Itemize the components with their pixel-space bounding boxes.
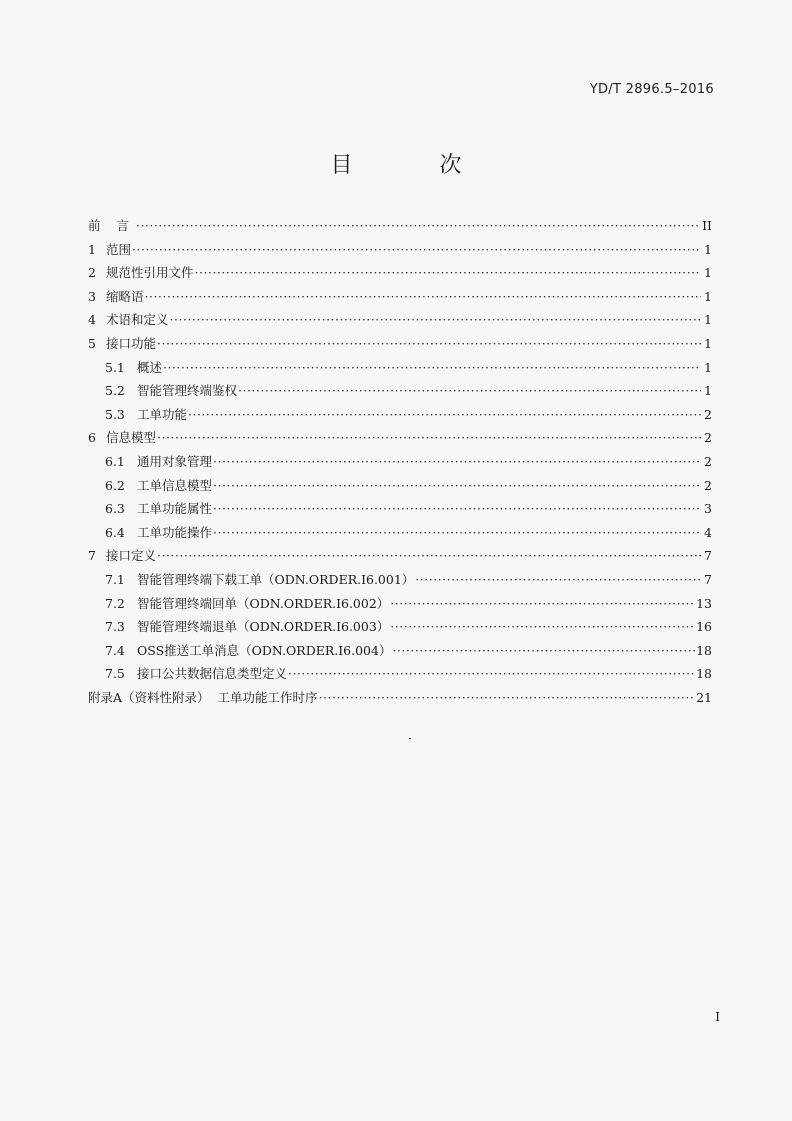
toc-entry-number: 7 [88,548,96,564]
toc-entry-7-2[interactable] [88,592,712,616]
toc-entry-label: 工单功能属性 [137,501,213,517]
toc-entry-5-1[interactable] [88,356,712,380]
toc-entry-label: 接口功能 [106,335,157,351]
toc-entry-page: 2 [704,453,712,469]
toc-entry-foreword[interactable] [88,214,712,238]
toc-entry-label: 接口定义 [106,548,157,564]
toc-entry-number: 7.2 [105,595,125,611]
toc-entry-3[interactable] [88,285,712,309]
toc-entry-label: 智能管理终端鉴权 [137,383,238,399]
toc-entry-page: 18 [696,666,712,682]
toc-entry-page: 1 [704,265,712,281]
toc-entry-6-1[interactable] [88,450,712,474]
toc-entry-label: 接口公共数据信息类型定义 [137,666,288,682]
toc-leader-dots [288,662,695,686]
toc-leader-dots [136,214,701,238]
toc-entry-label: 工单功能 [137,406,188,422]
toc-entry-number: 7.3 [105,619,125,635]
toc-entry-number: 3 [88,288,96,304]
toc-entry-5[interactable] [88,332,712,356]
toc-entry-7-3[interactable] [88,615,712,639]
toc-entry-6[interactable] [88,426,712,450]
toc-entry-number: 5.2 [105,383,125,399]
toc-entry-label: 信息模型 [106,430,157,446]
toc-entry-page: 1 [704,241,712,257]
toc-entry-6-3[interactable] [88,497,712,521]
toc-entry-6-2[interactable] [88,474,712,498]
toc-entry-number: 2 [88,265,96,281]
toc-entry-number: 6 [88,430,96,446]
toc-entry-7-5[interactable] [88,662,712,686]
toc-entry-7[interactable] [88,544,712,568]
toc-entry-page: 1 [704,335,712,351]
toc-leader-dots [170,308,701,332]
toc-entry-label: 智能管理终端下载工单（ODN.ORDER.I6.001） [137,571,415,587]
toc-entry-page: 16 [696,619,712,635]
toc-entry-page: 2 [704,406,712,422]
toc-entry-5-3[interactable] [88,403,712,427]
toc-leader-dots [392,639,695,663]
toc-entry-number: 5 [88,335,96,351]
toc-entry-number: 6.1 [105,453,125,469]
toc-entry-page: 13 [696,595,712,611]
toc-entry-6-4[interactable] [88,521,712,545]
toc-entry-7-4[interactable] [88,639,712,663]
toc-leader-dots [213,521,701,545]
toc-leader-dots [390,592,695,616]
table-of-contents [88,214,712,709]
toc-entry-label: 概述 [137,359,163,375]
toc-leader-dots [132,238,701,262]
toc-leader-dots [319,686,696,710]
toc-entry-5-2[interactable] [88,379,712,403]
toc-leader-dots [390,615,695,639]
toc-leader-dots [415,568,701,592]
toc-entry-page: 21 [696,689,712,705]
scan-speck [409,738,411,739]
toc-leader-dots [157,426,701,450]
toc-entry-page: 1 [704,288,712,304]
toc-entry-number: 5.3 [105,406,125,422]
toc-entry-number: 4 [88,312,96,328]
toc-entry-page: II [702,218,712,233]
toc-entry-page: 7 [704,548,712,564]
toc-leader-dots [163,356,701,380]
toc-entry-label: 工单信息模型 [137,477,213,493]
toc-entry-number: 6.2 [105,477,125,493]
toc-entry-4[interactable] [88,308,712,332]
toc-leader-dots [195,261,701,285]
toc-leader-dots [238,379,701,403]
toc-entry-label: 缩略语 [106,288,144,304]
toc-entry-number: 1 [88,241,96,257]
toc-entry-page: 1 [704,312,712,328]
toc-entry-label: 智能管理终端回单（ODN.ORDER.I6.002） [137,595,390,611]
toc-entry-7-1[interactable] [88,568,712,592]
toc-entry-appendix-a[interactable] [88,686,712,710]
page-title: 目 次 [330,153,502,178]
toc-entry-number: 7.4 [105,642,125,658]
toc-leader-dots [145,285,701,309]
toc-entry-number: 5.1 [105,359,125,375]
toc-entry-page: 2 [704,477,712,493]
toc-entry-label: 通用对象管理 [137,453,213,469]
toc-leader-dots [213,450,701,474]
document-code: YD/T 2896.5–2016 [589,82,714,97]
toc-entry-page: 1 [704,383,712,399]
toc-leader-dots [213,474,701,498]
toc-entry-label: 智能管理终端退单（ODN.ORDER.I6.003） [137,619,390,635]
toc-entry-number: 6.3 [105,501,125,517]
toc-leader-dots [157,332,701,356]
toc-leader-dots [213,497,701,521]
toc-entry-page: 1 [704,359,712,375]
page-number: I [715,1010,720,1024]
toc-entry-page: 2 [704,430,712,446]
toc-entry-number: 6.4 [105,524,125,540]
toc-entry-number: 7.5 [105,666,125,682]
toc-entry-label: 术语和定义 [106,312,169,328]
toc-entry-label: 范围 [106,241,132,257]
toc-entry-label: OSS推送工单消息（ODN.ORDER.I6.004） [137,642,392,658]
toc-entry-label: 工单功能工作时序 [217,689,318,705]
toc-entry-page: 7 [704,571,712,587]
toc-entry-page: 3 [704,501,712,517]
toc-entry-label: 规范性引用文件 [106,265,194,281]
toc-entry-page: 18 [696,642,712,658]
toc-entry-number: 7.1 [105,571,125,587]
toc-entry-number: 前 言 [88,218,135,233]
toc-entry-page: 4 [704,524,712,540]
toc-entry-label: 工单功能操作 [137,524,213,540]
toc-leader-dots [157,544,701,568]
toc-entry-1[interactable] [88,238,712,262]
toc-entry-2[interactable] [88,261,712,285]
toc-entry-number: 附录A（资料性附录） [88,689,210,705]
toc-leader-dots [188,403,701,427]
